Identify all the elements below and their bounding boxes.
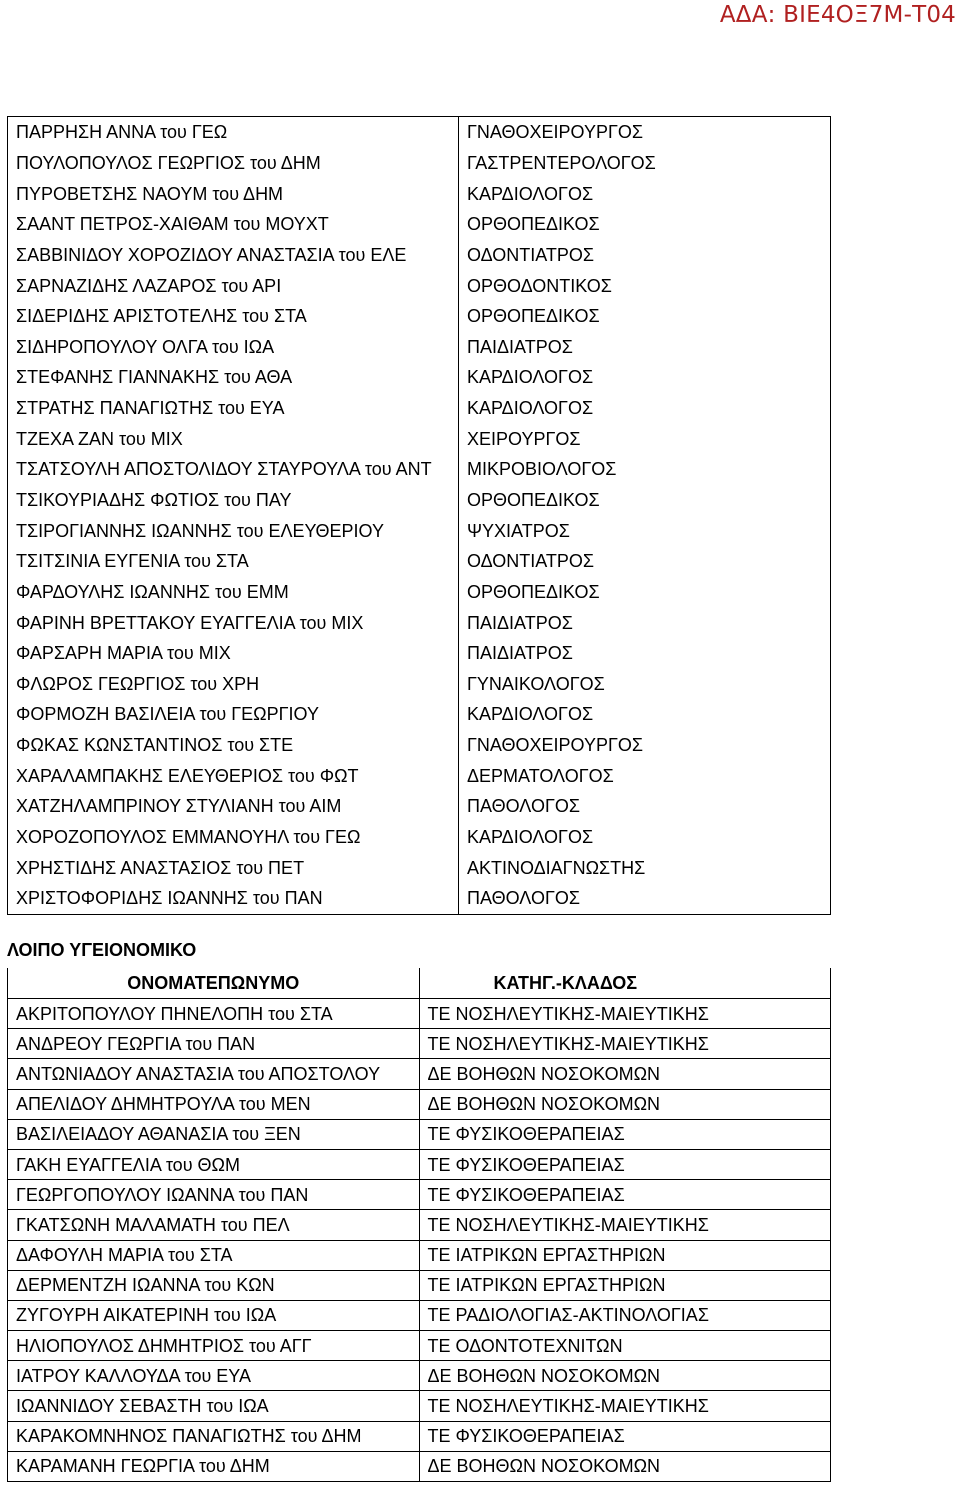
table-row bbox=[8, 577, 831, 608]
table-row bbox=[8, 485, 831, 516]
specialty-cell: ΤΕ ΦΥΣΙΚΟΘΕΡΑΠΕΙΑΣ bbox=[419, 1180, 831, 1210]
name-cell: ΦΛΩΡΟΣ ΓΕΩΡΓΙΟΣ του ΧΡΗ bbox=[8, 669, 459, 700]
specialty-cell: ΠΑΙΔΙΑΤΡΟΣ bbox=[459, 331, 831, 362]
specialty-cell: ΚΑΡΔΙΟΛΟΓΟΣ bbox=[459, 178, 831, 209]
specialty-cell: ΟΡΘΟΠΕΔΙΚΟΣ bbox=[459, 577, 831, 608]
specialty-cell: ΨΥΧΙΑΤΡΟΣ bbox=[459, 515, 831, 546]
specialty-cell: ΔΕ ΒΟΗΘΩΝ ΝΟΣΟΚΟΜΩΝ bbox=[419, 1451, 831, 1481]
specialty-cell: ΔΕ ΒΟΗΘΩΝ ΝΟΣΟΚΟΜΩΝ bbox=[419, 1361, 831, 1391]
name-cell: ΙΑΤΡΟΥ ΚΑΛΛΟΥΔΑ του ΕΥΑ bbox=[8, 1361, 420, 1391]
specialty-cell: ΤΕ ΝΟΣΗΛΕΥΤΙΚΗΣ-ΜΑΙΕΥΤΙΚΗΣ bbox=[419, 1029, 831, 1059]
specialty-cell: ΟΔΟΝΤΙΑΤΡΟΣ bbox=[459, 240, 831, 271]
table-row bbox=[8, 638, 831, 669]
name-cell: ΣΤΡΑΤΗΣ ΠΑΝΑΓΙΩΤΗΣ του ΕΥΑ bbox=[8, 393, 459, 424]
table-row bbox=[8, 1089, 831, 1119]
name-cell: ΣΑΡΝΑΖΙΔΗΣ ΛΑΖΑΡΟΣ του ΑΡΙ bbox=[8, 270, 459, 301]
other-staff-table-body bbox=[8, 999, 831, 1482]
name-cell: ΦΩΚΑΣ ΚΩΝΣΤΑΝΤΙΝΟΣ του ΣΤΕ bbox=[8, 730, 459, 761]
name-cell: ΠΥΡΟΒΕΤΣΗΣ ΝΑΟΥΜ του ΔΗΜ bbox=[8, 178, 459, 209]
specialty-cell: ΟΔΟΝΤΙΑΤΡΟΣ bbox=[459, 546, 831, 577]
specialty-cell: ΜΙΚΡΟΒΙΟΛΟΓΟΣ bbox=[459, 454, 831, 485]
name-cell: ΧΡΙΣΤΟΦΟΡΙΔΗΣ ΙΩΑΝΝΗΣ του ΠΑΝ bbox=[8, 883, 459, 914]
name-cell: ΣΑΑΝΤ ΠΕΤΡΟΣ-ΧΑΙΘΑΜ του ΜΟΥΧΤ bbox=[8, 209, 459, 240]
header-name: ΟΝΟΜΑΤΕΠΩΝΥΜΟ bbox=[8, 968, 420, 999]
specialty-cell: ΤΕ ΡΑΔΙΟΛΟΓΙΑΣ-ΑΚΤΙΝΟΛΟΓΙΑΣ bbox=[419, 1300, 831, 1330]
specialty-cell: ΤΕ ΝΟΣΗΛΕΥΤΙΚΗΣ-ΜΑΙΕΥΤΙΚΗΣ bbox=[419, 1210, 831, 1240]
name-cell: ΧΡΗΣΤΙΔΗΣ ΑΝΑΣΤΑΣΙΟΣ του ΠΕΤ bbox=[8, 852, 459, 883]
name-cell: ΣΙΔΕΡΙΔΗΣ ΑΡΙΣΤΟΤΕΛΗΣ του ΣΤΑ bbox=[8, 301, 459, 332]
name-cell: ΧΑΤΖΗΛΑΜΠΡΙΝΟΥ ΣΤΥΛΙΑΝΗ του ΑΙΜ bbox=[8, 791, 459, 822]
section-title: ΛΟΙΠΟ ΥΓΕΙΟΝΟΜΙΚΟ bbox=[7, 940, 197, 960]
name-cell: ΑΝΔΡΕΟΥ ΓΕΩΡΓΙΑ του ΠΑΝ bbox=[8, 1029, 420, 1059]
specialty-cell: ΚΑΡΔΙΟΛΟΓΟΣ bbox=[459, 393, 831, 424]
specialty-cell: ΚΑΡΔΙΟΛΟΓΟΣ bbox=[459, 699, 831, 730]
name-cell: ΧΟΡΟΖΟΠΟΥΛΟΣ ΕΜΜΑΝΟΥΗΛ του ΓΕΩ bbox=[8, 822, 459, 853]
specialty-cell: ΓΝΑΘΟΧΕΙΡΟΥΡΓΟΣ bbox=[459, 117, 831, 148]
header-category: ΚΑΤΗΓ.-ΚΛΑΔΟΣ bbox=[419, 968, 831, 999]
name-cell: ΙΩΑΝΝΙΔΟΥ ΣΕΒΑΣΤΗ του ΙΩΑ bbox=[8, 1391, 420, 1421]
table-row bbox=[8, 362, 831, 393]
table-row bbox=[8, 393, 831, 424]
name-cell: ΓΕΩΡΓΟΠΟΥΛΟΥ ΙΩΑΝΝΑ του ΠΑΝ bbox=[8, 1180, 420, 1210]
table-row bbox=[8, 331, 831, 362]
name-cell: ΓΑΚΗ ΕΥΑΓΓΕΛΙΑ του ΘΩΜ bbox=[8, 1149, 420, 1179]
specialty-cell: ΠΑΙΔΙΑΤΡΟΣ bbox=[459, 638, 831, 669]
table-row bbox=[8, 730, 831, 761]
name-cell: ΔΑΦΟΥΛΗ ΜΑΡΙΑ του ΣΤΑ bbox=[8, 1240, 420, 1270]
specialty-cell: ΓΥΝΑΙΚΟΛΟΓΟΣ bbox=[459, 669, 831, 700]
table-row bbox=[8, 301, 831, 332]
specialty-cell: ΤΕ ΦΥΣΙΚΟΘΕΡΑΠΕΙΑΣ bbox=[419, 1149, 831, 1179]
table-row bbox=[8, 883, 831, 914]
ada-code: ΑΔΑ: ΒΙΕ4ΟΞ7Μ-Τ04 bbox=[719, 2, 956, 28]
table-row bbox=[8, 1331, 831, 1361]
name-cell: ΧΑΡΑΛΑΜΠΑΚΗΣ ΕΛΕΥΘΕΡΙΟΣ του ΦΩΤ bbox=[8, 760, 459, 791]
name-cell: ΔΕΡΜΕΝΤΖΗ ΙΩΑΝΝΑ του ΚΩΝ bbox=[8, 1270, 420, 1300]
specialty-cell: ΓΑΣΤΡΕΝΤΕΡΟΛΟΓΟΣ bbox=[459, 148, 831, 179]
table-row bbox=[8, 454, 831, 485]
table-row bbox=[8, 699, 831, 730]
name-cell: ΖΥΓΟΥΡΗ ΑΙΚΑΤΕΡΙΝΗ του ΙΩΑ bbox=[8, 1300, 420, 1330]
specialty-cell: ΠΑΘΟΛΟΓΟΣ bbox=[459, 791, 831, 822]
table-row bbox=[8, 1361, 831, 1391]
specialty-cell: ΤΕ ΦΥΣΙΚΟΘΕΡΑΠΕΙΑΣ bbox=[419, 1119, 831, 1149]
table-row bbox=[8, 1180, 831, 1210]
name-cell: ΦΑΡΔΟΥΛΗΣ ΙΩΑΝΝΗΣ του ΕΜΜ bbox=[8, 577, 459, 608]
table-row bbox=[8, 822, 831, 853]
name-cell: ΑΚΡΙΤΟΠΟΥΛΟΥ ΠΗΝΕΛΟΠΗ του ΣΤΑ bbox=[8, 999, 420, 1029]
table-row bbox=[8, 240, 831, 271]
table-row bbox=[8, 1029, 831, 1059]
table-row bbox=[8, 270, 831, 301]
specialty-cell: ΤΕ ΝΟΣΗΛΕΥΤΙΚΗΣ-ΜΑΙΕΥΤΙΚΗΣ bbox=[419, 999, 831, 1029]
other-staff-table bbox=[7, 968, 831, 1482]
table-row bbox=[8, 423, 831, 454]
table-row bbox=[8, 1119, 831, 1149]
specialty-cell: ΟΡΘΟΔΟΝΤΙΚΟΣ bbox=[459, 270, 831, 301]
table-row bbox=[8, 760, 831, 791]
specialty-cell: ΤΕ ΟΔΟΝΤΟΤΕΧΝΙΤΩΝ bbox=[419, 1331, 831, 1361]
table-row bbox=[8, 1059, 831, 1089]
table-row bbox=[8, 178, 831, 209]
specialty-cell: ΑΚΤΙΝΟΔΙΑΓΝΩΣΤΗΣ bbox=[459, 852, 831, 883]
table-row bbox=[8, 669, 831, 700]
table-row bbox=[8, 515, 831, 546]
table-row bbox=[8, 1300, 831, 1330]
table-row bbox=[8, 1149, 831, 1179]
name-cell: ΣΤΕΦΑΝΗΣ ΓΙΑΝΝΑΚΗΣ του ΑΘΑ bbox=[8, 362, 459, 393]
specialty-cell: ΟΡΘΟΠΕΔΙΚΟΣ bbox=[459, 485, 831, 516]
name-cell: ΤΣΙΡΟΓΙΑΝΝΗΣ ΙΩΑΝΝΗΣ του ΕΛΕΥΘΕΡΙΟΥ bbox=[8, 515, 459, 546]
table-row bbox=[8, 1270, 831, 1300]
table-row bbox=[8, 607, 831, 638]
doctors-table-body bbox=[8, 117, 831, 915]
specialty-cell: ΤΕ ΦΥΣΙΚΟΘΕΡΑΠΕΙΑΣ bbox=[419, 1421, 831, 1451]
name-cell: ΚΑΡΑΜΑΝΗ ΓΕΩΡΓΙΑ του ΔΗΜ bbox=[8, 1451, 420, 1481]
specialty-cell: ΔΕ ΒΟΗΘΩΝ ΝΟΣΟΚΟΜΩΝ bbox=[419, 1059, 831, 1089]
table-row bbox=[8, 1451, 831, 1481]
specialty-cell: ΤΕ ΙΑΤΡΙΚΩΝ ΕΡΓΑΣΤΗΡΙΩΝ bbox=[419, 1270, 831, 1300]
name-cell: ΣΙΔΗΡΟΠΟΥΛΟΥ ΟΛΓΑ του ΙΩΑ bbox=[8, 331, 459, 362]
name-cell: ΓΚΑΤΣΩΝΗ ΜΑΛΑΜΑΤΗ του ΠΕΛ bbox=[8, 1210, 420, 1240]
specialty-cell: ΔΕ ΒΟΗΘΩΝ ΝΟΣΟΚΟΜΩΝ bbox=[419, 1089, 831, 1119]
name-cell: ΦΟΡΜΟΖΗ ΒΑΣΙΛΕΙΑ του ΓΕΩΡΓΙΟΥ bbox=[8, 699, 459, 730]
specialty-cell: ΠΑΘΟΛΟΓΟΣ bbox=[459, 883, 831, 914]
specialty-cell: ΚΑΡΔΙΟΛΟΓΟΣ bbox=[459, 822, 831, 853]
specialty-cell: ΠΑΙΔΙΑΤΡΟΣ bbox=[459, 607, 831, 638]
name-cell: ΒΑΣΙΛΕΙΑΔΟΥ ΑΘΑΝΑΣΙΑ του ΞΕΝ bbox=[8, 1119, 420, 1149]
table-row bbox=[8, 546, 831, 577]
specialty-cell: ΟΡΘΟΠΕΔΙΚΟΣ bbox=[459, 301, 831, 332]
specialty-cell: ΔΕΡΜΑΤΟΛΟΓΟΣ bbox=[459, 760, 831, 791]
table-row bbox=[8, 117, 831, 148]
name-cell: ΣΑΒΒΙΝΙΔΟΥ ΧΟΡΟΖΙΔΟΥ ΑΝΑΣΤΑΣΙΑ του ΕΛΕ bbox=[8, 240, 459, 271]
specialty-cell: ΟΡΘΟΠΕΔΙΚΟΣ bbox=[459, 209, 831, 240]
table-row bbox=[8, 791, 831, 822]
specialty-cell: ΧΕΙΡΟΥΡΓΟΣ bbox=[459, 423, 831, 454]
table-row bbox=[8, 1240, 831, 1270]
specialty-cell: ΚΑΡΔΙΟΛΟΓΟΣ bbox=[459, 362, 831, 393]
table-row bbox=[8, 148, 831, 179]
table-row bbox=[8, 852, 831, 883]
name-cell: ΤΣΙΚΟΥΡΙΑΔΗΣ ΦΩΤΙΟΣ του ΠΑΥ bbox=[8, 485, 459, 516]
doctors-table bbox=[7, 116, 831, 915]
table-row bbox=[8, 999, 831, 1029]
name-cell: ΚΑΡΑΚΟΜΝΗΝΟΣ ΠΑΝΑΓΙΩΤΗΣ του ΔΗΜ bbox=[8, 1421, 420, 1451]
name-cell: ΗΛΙΟΠΟΥΛΟΣ ΔΗΜΗΤΡΙΟΣ του ΑΓΓ bbox=[8, 1331, 420, 1361]
name-cell: ΠΟΥΛΟΠΟΥΛΟΣ ΓΕΩΡΓΙΟΣ του ΔΗΜ bbox=[8, 148, 459, 179]
name-cell: ΤΣΙΤΣΙΝΙΑ ΕΥΓΕΝΙΑ του ΣΤΑ bbox=[8, 546, 459, 577]
table-row bbox=[8, 1421, 831, 1451]
name-cell: ΦΑΡΙΝΗ ΒΡΕΤΤΑΚΟΥ ΕΥΑΓΓΕΛΙΑ του ΜΙΧ bbox=[8, 607, 459, 638]
table-row bbox=[8, 1210, 831, 1240]
name-cell: ΤΣΑΤΣΟΥΛΗ ΑΠΟΣΤΟΛΙΔΟΥ ΣΤΑΥΡΟΥΛΑ του ΑΝΤ bbox=[8, 454, 459, 485]
name-cell: ΦΑΡΣΑΡΗ ΜΑΡΙΑ του ΜΙΧ bbox=[8, 638, 459, 669]
specialty-cell: ΤΕ ΝΟΣΗΛΕΥΤΙΚΗΣ-ΜΑΙΕΥΤΙΚΗΣ bbox=[419, 1391, 831, 1421]
specialty-cell: ΤΕ ΙΑΤΡΙΚΩΝ ΕΡΓΑΣΤΗΡΙΩΝ bbox=[419, 1240, 831, 1270]
name-cell: ΑΝΤΩΝΙΑΔΟΥ ΑΝΑΣΤΑΣΙΑ του ΑΠΟΣΤΟΛΟΥ bbox=[8, 1059, 420, 1089]
header-row bbox=[8, 968, 831, 999]
name-cell: ΤΖΕΧΑ ΖΑΝ του ΜΙΧ bbox=[8, 423, 459, 454]
table-row bbox=[8, 1391, 831, 1421]
specialty-cell: ΓΝΑΘΟΧΕΙΡΟΥΡΓΟΣ bbox=[459, 730, 831, 761]
name-cell: ΠΑΡΡΗΣΗ ΑΝΝΑ του ΓΕΩ bbox=[8, 117, 459, 148]
table-row bbox=[8, 209, 831, 240]
name-cell: ΑΠΕΛΙΔΟΥ ΔΗΜΗΤΡΟΥΛΑ του ΜΕΝ bbox=[8, 1089, 420, 1119]
